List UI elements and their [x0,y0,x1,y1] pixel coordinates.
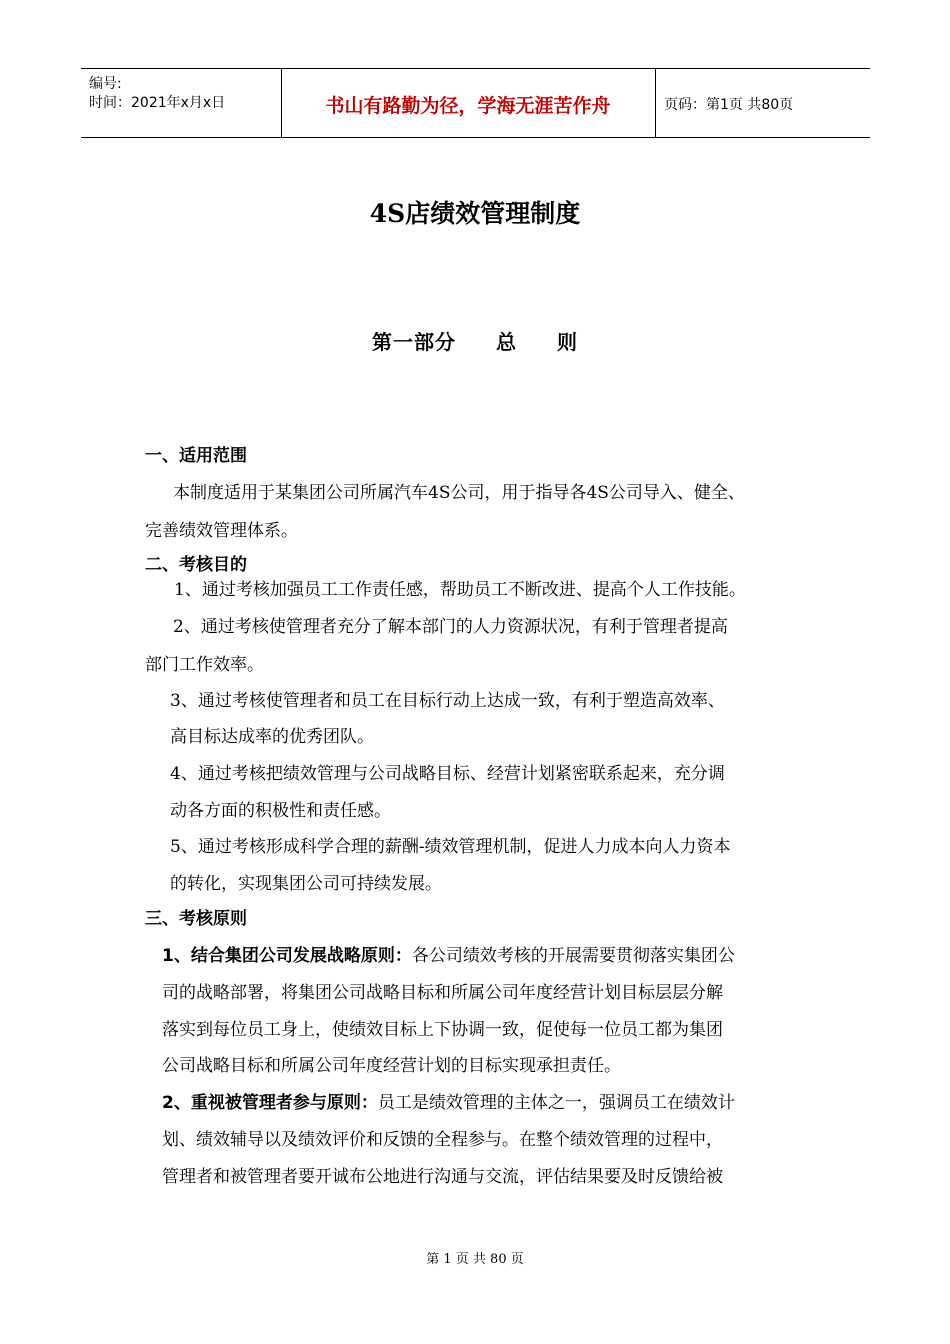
header-meta [89,75,225,113]
principle-text: 员工是绩效管理的主体之一，强调员工在绩效计 [377,1093,735,1113]
page-footer: 第 1 页 共 80 页 [426,1252,524,1267]
number-label: 编号: [89,76,122,92]
list-item-continuation: 动各方面的积极性和责任感。 [170,801,391,821]
principle-label: 2、重视被管理者参与原则： [162,1093,378,1113]
principle-line [162,1088,735,1113]
document-title: 4S店绩效管理制度 [369,199,581,228]
header-divider [655,69,656,137]
part-name: 第一部分 [372,330,457,354]
list-item: 1、通过考核加强员工工作责任感，帮助员工不断改进、提高个人工作技能。 [174,580,746,600]
list-item: 5、通过考核形成科学合理的薪酬-绩效管理机制，促进人力成本向人力资本 [170,837,731,857]
list-item-continuation: 高目标达成率的优秀团队。 [170,727,374,747]
principle-line: 司的战略部署，将集团公司战略目标和所属公司年度经营计划目标层层分解 [162,983,723,1003]
principle-line: 公司战略目标和所属公司年度经营计划的目标实现承担责任。 [162,1056,621,1076]
principle-line [162,941,735,966]
part-heading [0,326,950,355]
list-item-continuation: 部门工作效率。 [145,655,264,675]
principle-text: 各公司绩效考核的开展需要贯彻落实集团公 [411,946,735,966]
principle-line: 管理者和被管理者要开诚布公地进行沟通与交流，评估结果要及时反馈给被 [162,1167,723,1187]
part-word-2: 则 [556,330,578,354]
section-heading-principles: 三、考核原则 [145,909,247,929]
section-heading-purpose: 二、考核目的 [145,555,247,575]
principle-line: 划、绩效辅导以及绩效评价和反馈的全程参与。在整个绩效管理的过程中， [162,1130,723,1150]
list-item: 3、通过考核使管理者和员工在目标行动上达成一致，有利于塑造高效率、 [170,691,725,711]
principle-label: 1、结合集团公司发展战略原则： [162,946,412,966]
list-item: 4、通过考核把绩效管理与公司战略目标、经营计划紧密联系起来，充分调 [170,764,725,784]
header-motto: 书山有路勤为径，学海无涯苦作舟 [325,95,611,117]
principle-line: 落实到每位员工身上，使绩效目标上下协调一致，促使每一位员工都为集团 [162,1020,723,1040]
part-word-1: 总 [496,330,517,354]
list-item: 2、通过考核使管理者充分了解本部门的人力资源状况，有利于管理者提高 [173,617,728,637]
header-table [81,68,870,138]
paragraph-line: 完善绩效管理体系。 [145,521,298,541]
paragraph-line: 本制度适用于某集团公司所属汽车4S公司，用于指导各4S公司导入、健全、 [173,483,745,503]
time-label: 时间：2021年x月x日 [89,95,226,111]
header-page-info: 页码：第1页 共80页 [664,97,794,113]
list-item-continuation: 的转化，实现集团公司可持续发展。 [170,874,442,894]
section-heading-scope: 一、适用范围 [145,446,247,466]
